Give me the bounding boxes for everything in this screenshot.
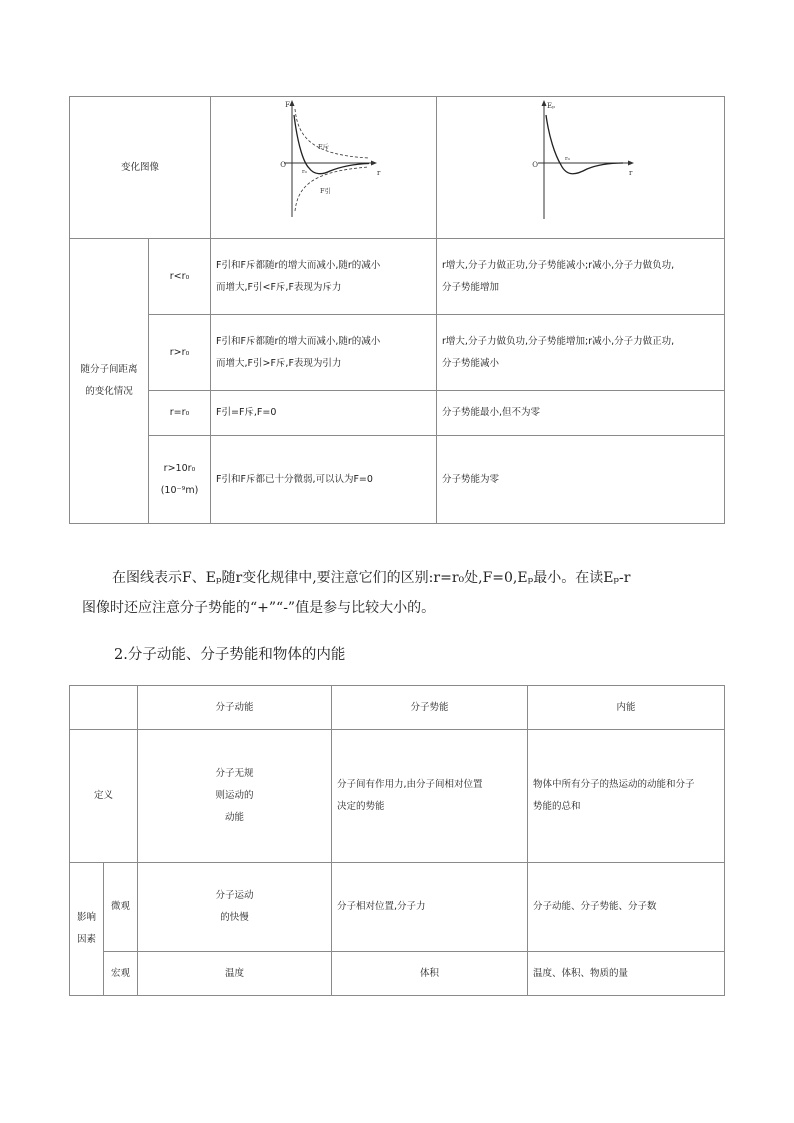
ep-r0-label: r₀ bbox=[564, 156, 570, 162]
force-graph-cell bbox=[211, 97, 437, 239]
macro-potential: 体积 bbox=[332, 952, 528, 996]
ep-r-axis-label: r bbox=[628, 169, 632, 177]
force-cell: F引和F斥都已十分微弱,可以认为F=0 bbox=[211, 436, 437, 524]
definition-internal: 物体中所有分子的热运动的动能和分子 势能的总和 bbox=[528, 730, 725, 863]
micro-kinetic: 分子运动 的快慢 bbox=[138, 863, 332, 952]
header-potential: 分子势能 bbox=[332, 686, 528, 730]
factor-label: 影响 因素 bbox=[70, 863, 104, 996]
macro-kinetic: 温度 bbox=[138, 952, 332, 996]
molecular-force-table bbox=[69, 96, 725, 524]
section-title: 2.分子动能、分子势能和物体的内能 bbox=[114, 647, 346, 663]
potential-cell: 分子势能为零 bbox=[437, 436, 725, 524]
ep-origin-label: O bbox=[531, 161, 538, 169]
explanation-paragraph bbox=[82, 563, 722, 623]
potential-cell: r增大,分子力做正功,分子势能减小;r减小,分子力做负功, 分子势能增加 bbox=[437, 239, 725, 315]
macro-label: 宏观 bbox=[104, 952, 138, 996]
condition-r-equal-r0: r=r₀ bbox=[149, 391, 211, 436]
distance-group-label: 随分子间距离 的变化情况 bbox=[70, 239, 149, 524]
force-r-axis-label: r bbox=[376, 169, 380, 177]
paragraph-line-2: 图像时还应注意分子势能的“+”“-”值是参与比较大小的。 bbox=[82, 600, 436, 616]
force-r0-label: r₀ bbox=[301, 169, 307, 175]
header-internal: 内能 bbox=[528, 686, 725, 730]
force-origin-label: O bbox=[279, 161, 286, 169]
attraction-curve-label: F引 bbox=[319, 187, 331, 195]
definition-label: 定义 bbox=[70, 730, 138, 863]
force-axis-label: F bbox=[284, 101, 290, 109]
internal-energy-table bbox=[69, 685, 725, 996]
micro-internal: 分子动能、分子势能、分子数 bbox=[528, 863, 725, 952]
header-blank bbox=[70, 686, 138, 730]
condition-r-greater-r0: r>r₀ bbox=[149, 315, 211, 391]
potential-energy-graph bbox=[441, 97, 721, 229]
force-distance-graph bbox=[214, 97, 434, 229]
repulsion-curve-label: F斥 bbox=[317, 143, 329, 151]
force-cell: F引和F斥都随r的增大而减小,随r的减小 而增大,F引<F斥,F表现为斥力 bbox=[211, 239, 437, 315]
potential-cell: r增大,分子力做负功,分子势能增加;r减小,分子力做正功, 分子势能减小 bbox=[437, 315, 725, 391]
force-cell: F引=F斥,F=0 bbox=[211, 391, 437, 436]
definition-potential: 分子间有作用力,由分子间相对位置 决定的势能 bbox=[332, 730, 528, 863]
micro-label: 微观 bbox=[104, 863, 138, 952]
potential-cell: 分子势能最小,但不为零 bbox=[437, 391, 725, 436]
potential-graph-cell bbox=[437, 97, 725, 239]
header-kinetic: 分子动能 bbox=[138, 686, 332, 730]
condition-r-far: r>10r₀ (10⁻⁹m) bbox=[149, 436, 211, 524]
definition-kinetic: 分子无规 则运动的 动能 bbox=[138, 730, 332, 863]
ep-axis-label: Eₚ bbox=[546, 102, 555, 110]
graph-row-label: 变化图像 bbox=[70, 97, 211, 239]
macro-internal: 温度、体积、物质的量 bbox=[528, 952, 725, 996]
force-cell: F引和F斥都随r的增大而减小,随r的减小 而增大,F引>F斥,F表现为引力 bbox=[211, 315, 437, 391]
micro-potential: 分子相对位置,分子力 bbox=[332, 863, 528, 952]
condition-r-less-r0: r<r₀ bbox=[149, 239, 211, 315]
paragraph-line-1: 在图线表示F、Eₚ随r变化规律中,要注意它们的区别:r=r₀处,F=0,Eₚ最小。在读Eₚ-r bbox=[112, 570, 631, 586]
